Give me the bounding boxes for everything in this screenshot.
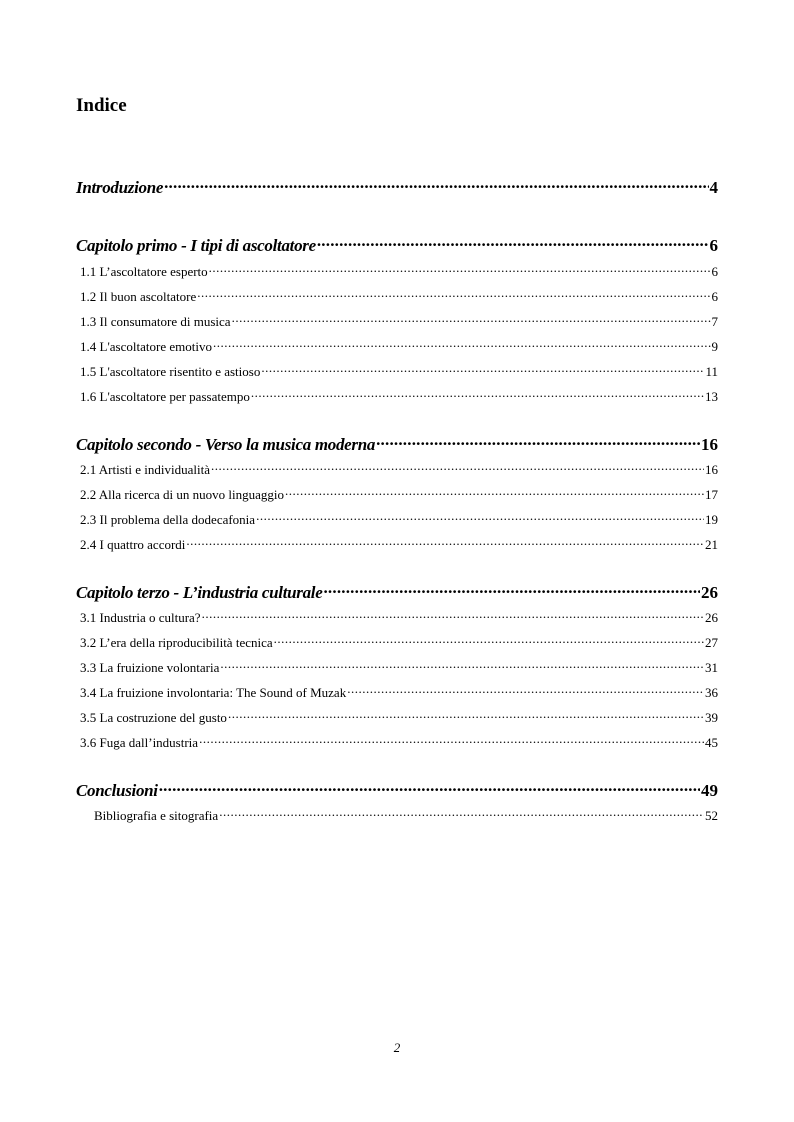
- toc-entry-label: 3.3 La fruizione volontaria: [80, 660, 220, 675]
- toc-entry-label: 3.5 La costruzione del gusto: [80, 710, 227, 725]
- toc-entry-3-5[interactable]: [80, 709, 718, 726]
- dot-leader: [285, 486, 704, 499]
- dot-leader: [219, 807, 704, 820]
- toc-entry-page: 16: [705, 462, 718, 477]
- toc-entry-page: 52: [705, 808, 718, 823]
- toc-entry-conclusioni[interactable]: [76, 779, 718, 801]
- toc-entry-label: 1.1 L’ascoltatore esperto: [80, 264, 208, 279]
- toc-entry-label: 2.3 Il problema della dodecafonia: [80, 512, 256, 527]
- dot-leader: [197, 288, 710, 301]
- dot-leader: [164, 176, 708, 193]
- toc-entry-2-2[interactable]: [80, 486, 718, 503]
- toc-entry-page: 13: [705, 389, 718, 404]
- toc-entry-3-4[interactable]: [80, 684, 718, 701]
- toc-entry-page: 26: [705, 610, 718, 625]
- toc-entry-label: Capitolo terzo - L’industria culturale: [76, 583, 323, 602]
- toc-entry-label: 3.1 Industria o cultura?: [80, 610, 201, 625]
- toc-entry-bibliografia[interactable]: [94, 807, 718, 824]
- toc-entry-page: 49: [701, 781, 718, 800]
- toc-entry-label: Bibliografia e sitografia: [94, 808, 219, 823]
- toc-entry-label: 1.6 L'ascoltatore per passatempo: [80, 389, 250, 404]
- toc-entry-page: 11: [705, 364, 718, 379]
- toc-entry-label: 1.2 Il buon ascoltatore: [80, 289, 197, 304]
- dot-leader: [274, 634, 704, 647]
- toc-entry-2-4[interactable]: [80, 536, 718, 553]
- toc-entry-label: Conclusioni: [76, 781, 158, 800]
- dot-leader: [228, 709, 704, 722]
- toc-entry-page: 16: [701, 435, 718, 454]
- toc-entry-1-3[interactable]: [80, 313, 718, 330]
- toc-entry-label: 3.2 L’era della riproducibilità tecnica: [80, 635, 273, 650]
- dot-leader: [199, 734, 704, 747]
- toc-entry-page: 19: [705, 512, 718, 527]
- toc-entry-3-3[interactable]: [80, 659, 718, 676]
- dot-leader: [376, 433, 700, 450]
- dot-leader: [317, 234, 709, 251]
- toc-entry-1-5[interactable]: [80, 363, 718, 380]
- toc-entry-page: 6: [711, 289, 718, 304]
- toc-entry-label: Capitolo secondo - Verso la musica moderna: [76, 435, 376, 454]
- toc-entry-label: 2.1 Artisti e individualità: [80, 462, 210, 477]
- toc-entry-capitolo-terzo[interactable]: [76, 581, 718, 603]
- dot-leader: [347, 684, 704, 697]
- toc-entry-2-3[interactable]: [80, 511, 718, 528]
- toc-entry-page: 26: [701, 583, 718, 602]
- toc-entry-page: 45: [705, 735, 718, 750]
- dot-leader: [209, 263, 711, 276]
- toc-entry-2-1[interactable]: [80, 461, 718, 478]
- toc-entry-label: Introduzione: [76, 178, 164, 197]
- dot-leader: [186, 536, 704, 549]
- toc-entry-capitolo-primo[interactable]: [76, 234, 718, 256]
- toc-entry-page: 39: [705, 710, 718, 725]
- toc-entry-page: 17: [705, 487, 718, 502]
- toc-entry-label: 1.4 L'ascoltatore emotivo: [80, 339, 212, 354]
- toc-entry-3-6[interactable]: [80, 734, 718, 751]
- toc-entry-label: 2.2 Alla ricerca di un nuovo linguaggio: [80, 487, 284, 502]
- dot-leader: [202, 609, 704, 622]
- dot-leader: [251, 388, 704, 401]
- toc-entry-page: 7: [711, 314, 718, 329]
- toc-entry-label: 3.4 La fruizione involontaria: The Sound of Muzak: [80, 685, 347, 700]
- toc-entry-1-1[interactable]: [80, 263, 718, 280]
- toc-entry-page: 27: [705, 635, 718, 650]
- toc-entry-page: 36: [705, 685, 718, 700]
- toc-entry-1-2[interactable]: [80, 288, 718, 305]
- toc-entry-label: 1.5 L'ascoltatore risentito e astioso: [80, 364, 261, 379]
- toc-entry-introduzione[interactable]: [76, 176, 718, 198]
- toc-entry-page: 21: [705, 537, 718, 552]
- toc-entry-capitolo-secondo[interactable]: [76, 433, 718, 455]
- toc-entry-page: 4: [709, 178, 718, 197]
- dot-leader: [159, 779, 700, 796]
- dot-leader: [211, 461, 704, 474]
- toc-entry-label: Capitolo primo - I tipi di ascoltatore: [76, 236, 316, 255]
- toc-entry-label: 1.3 Il consumatore di musica: [80, 314, 231, 329]
- toc-entry-page: 9: [711, 339, 718, 354]
- dot-leader: [220, 659, 704, 672]
- dot-leader: [261, 363, 704, 376]
- page-number: 2: [393, 1040, 401, 1055]
- toc-entry-3-2[interactable]: [80, 634, 718, 651]
- toc-entry-1-4[interactable]: [80, 338, 718, 355]
- toc-entry-label: 2.4 I quattro accordi: [80, 537, 186, 552]
- toc-entry-page: 6: [709, 236, 718, 255]
- dot-leader: [232, 313, 711, 326]
- dot-leader: [213, 338, 711, 351]
- toc-entry-1-6[interactable]: [80, 388, 718, 405]
- toc-entry-label: 3.6 Fuga dall’industria: [80, 735, 199, 750]
- toc-entry-page: 6: [711, 264, 718, 279]
- dot-leader: [323, 581, 700, 598]
- page-title: Indice: [76, 95, 127, 116]
- toc-entry-3-1[interactable]: [80, 609, 718, 626]
- dot-leader: [256, 511, 704, 524]
- toc-entry-page: 31: [705, 660, 718, 675]
